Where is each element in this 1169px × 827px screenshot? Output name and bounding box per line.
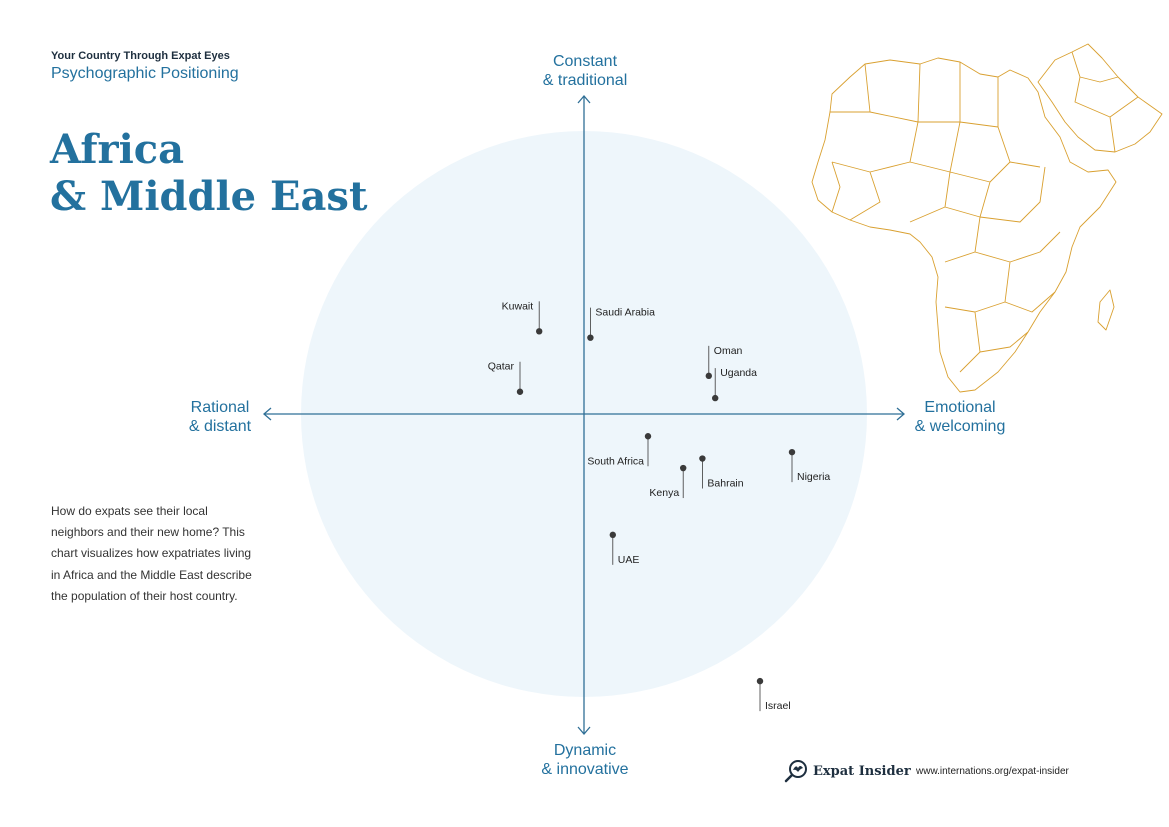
point-marker — [789, 449, 795, 455]
axis-label-bottom-line2: & innovative — [541, 761, 629, 778]
region-title-line1: Africa — [50, 126, 185, 173]
axis-label-left-line2: & distant — [188, 418, 252, 435]
map-internal-borders — [830, 62, 1060, 372]
footer-brand: Expat Insider — [813, 763, 911, 779]
point-marker — [757, 678, 763, 684]
header-subtitle: Psychographic Positioning — [51, 65, 239, 82]
point-label: Oman — [713, 344, 743, 357]
axis-label-right-line1: Emotional — [924, 399, 996, 416]
intro-text: How do expats see their local neighbors and their new home? This chart visualizes how expatriates living in Africa and the Middle East describe the population of their host country. — [51, 504, 252, 603]
axis-label-left — [160, 398, 280, 436]
point-marker — [706, 373, 712, 379]
axis-label-top — [520, 52, 650, 90]
map-arabia-borders — [1072, 52, 1138, 152]
magnifier-bird-icon — [784, 759, 808, 783]
point-label: Qatar — [487, 360, 514, 373]
point-marker — [536, 328, 542, 334]
point-label: Kuwait — [501, 300, 534, 313]
point-label: South Africa — [587, 455, 644, 468]
axis-label-right-line2: & welcoming — [914, 418, 1006, 435]
point-label: Bahrain — [707, 477, 744, 490]
map-madagascar-outline — [1098, 290, 1114, 330]
axis-label-right — [895, 398, 1025, 436]
footer-url[interactable]: www.internations.org/expat-insider — [916, 766, 1069, 777]
point-label: UAE — [617, 553, 640, 566]
point-label: Kenya — [649, 487, 680, 500]
point-marker — [610, 532, 616, 538]
footer-logo[interactable] — [784, 759, 911, 783]
point-marker — [680, 465, 686, 471]
axis-label-bottom-line1: Dynamic — [553, 742, 617, 759]
map-continent-outline — [812, 58, 1116, 392]
point-label: Nigeria — [797, 471, 831, 484]
point-marker — [712, 395, 718, 401]
header-kicker: Your Country Through Expat Eyes — [51, 50, 230, 62]
point-label: Uganda — [720, 367, 757, 380]
point-label: Israel — [765, 700, 791, 713]
africa-middle-east-map — [770, 22, 1166, 394]
point-marker — [587, 334, 593, 340]
axis-label-left-line1: Rational — [190, 399, 250, 416]
region-title-line2: & Middle East — [50, 173, 368, 220]
point-marker — [517, 389, 523, 395]
point-marker — [699, 455, 705, 461]
map-arabia-outline — [1038, 44, 1162, 152]
axis-label-top-line2: & traditional — [542, 72, 628, 89]
axis-label-bottom — [520, 741, 650, 779]
point-israel — [757, 678, 791, 712]
point-marker — [645, 433, 651, 439]
point-label: Saudi Arabia — [595, 306, 655, 319]
axis-label-top-line1: Constant — [552, 53, 618, 70]
